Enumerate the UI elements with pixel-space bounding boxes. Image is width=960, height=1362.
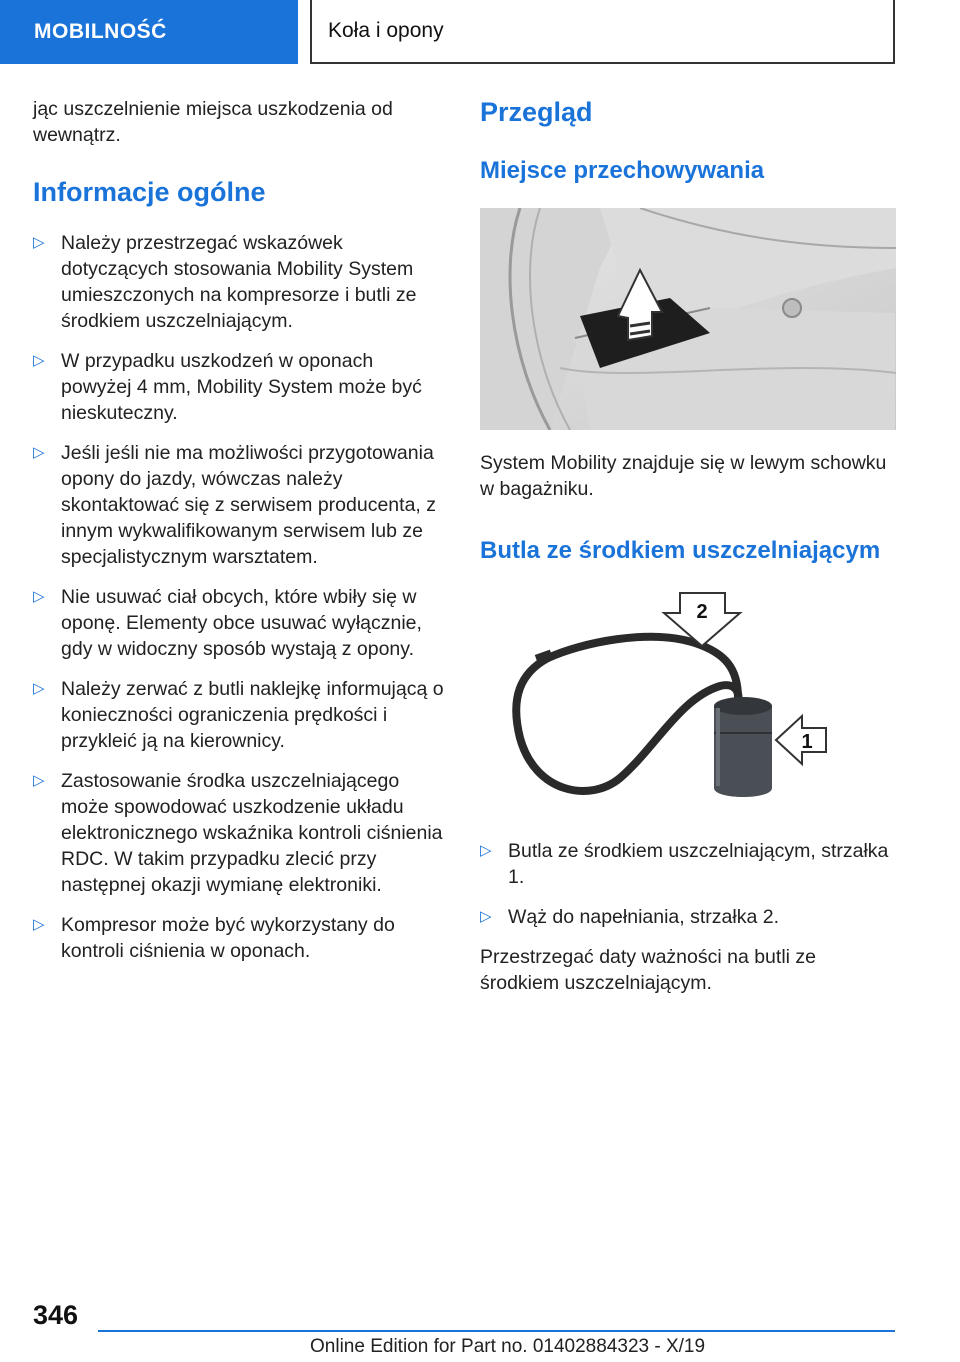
callout-1-label: 1 [801,731,813,753]
intro-paragraph: jąc uszczelnienie miejsca uszkodzenia od wewnątrz. [33,98,393,146]
triangle-bullet-icon: ▷ [33,234,45,251]
list-item: ▷ Nie usuwać ciał obcych, które wbiły się w oponę. Elementy obce usuwać wyłącznie, gdy w widoczny sposób wystają z opony. [33,586,422,660]
list-item: ▷ Należy zerwać z butli naklejkę informującą o konieczności ograniczenia prędkości i przykleić ją na kierownicy. [33,678,444,752]
list-item: ▷ Należy przestrzegać wskazówek dotyczących stosowania Mobility System umieszczonych na kompresorze i butli ze środkiem uszczelniającym. [33,232,417,332]
section-header [310,0,895,64]
triangle-bullet-icon: ▷ [480,908,492,925]
list-item: ▷ Zastosowanie środka uszczelniającego może spowodować uszkodzenie układu elektronicznego wskaźnika kontroli ciśnienia RDC. W takim przypadku zlecić przy następnej okazji wymianę elektroniki. [33,770,443,896]
triangle-bullet-icon: ▷ [33,352,45,369]
storage-caption: System Mobility znajduje się w lewym schowku w bagażniku. [480,452,887,500]
triangle-bullet-icon: ▷ [480,842,492,859]
list-item: ▷ Kompresor może być wykorzystany do kontroli ciśnienia w oponach. [33,914,395,962]
storage-heading: Miejsce przechowywania [480,157,765,184]
callout-2-label: 2 [696,601,708,623]
triangle-bullet-icon: ▷ [33,588,45,605]
triangle-bullet-icon: ▷ [33,772,45,789]
list-item: ▷ Wąż do napełniania, strzałka 2. [480,906,779,928]
general-info-list [33,230,447,964]
overview-heading: Przegląd [480,97,593,127]
footer-edition: Online Edition for Part no. 01402884323 - X/19 [310,1336,706,1357]
chapter-title: MOBILNOŚĆ [34,20,167,43]
trunk-storage-illustration [480,208,896,430]
bottle-list [480,838,896,930]
page-number: 346 [33,1300,79,1330]
general-info-heading: Informacje ogólne [33,177,266,207]
list-item: ▷ Butla ze środkiem uszczelniającym, strzałka 1. [480,840,889,888]
chapter-tab[interactable] [0,0,298,64]
list-item: ▷ Jeśli jeśli nie ma możliwości przygotowania opony do jazdy, wówczas należy skontaktować się z serwisem producenta, z innym wykwalifikowanym serwisem lub ze specjalistycznym warsztatem. [33,442,436,568]
list-item: ▷ W przypadku uszkodzeń w oponach powyżej 4 mm, Mobility System może być nieskuteczny. [33,350,422,424]
right-column [480,96,896,1014]
section-title: Koła i opony [328,19,444,42]
triangle-bullet-icon: ▷ [33,444,45,461]
bottle-heading: Butla ze środkiem uszczelniającym [480,537,881,564]
triangle-bullet-icon: ▷ [33,916,45,933]
left-column [33,96,447,978]
footer-rule [98,1330,895,1332]
expiry-note: Przestrzegać daty ważności na butli ze środkiem uszczelniającym. [480,946,816,994]
triangle-bullet-icon: ▷ [33,680,45,697]
sealant-bottle-illustration [480,588,896,818]
